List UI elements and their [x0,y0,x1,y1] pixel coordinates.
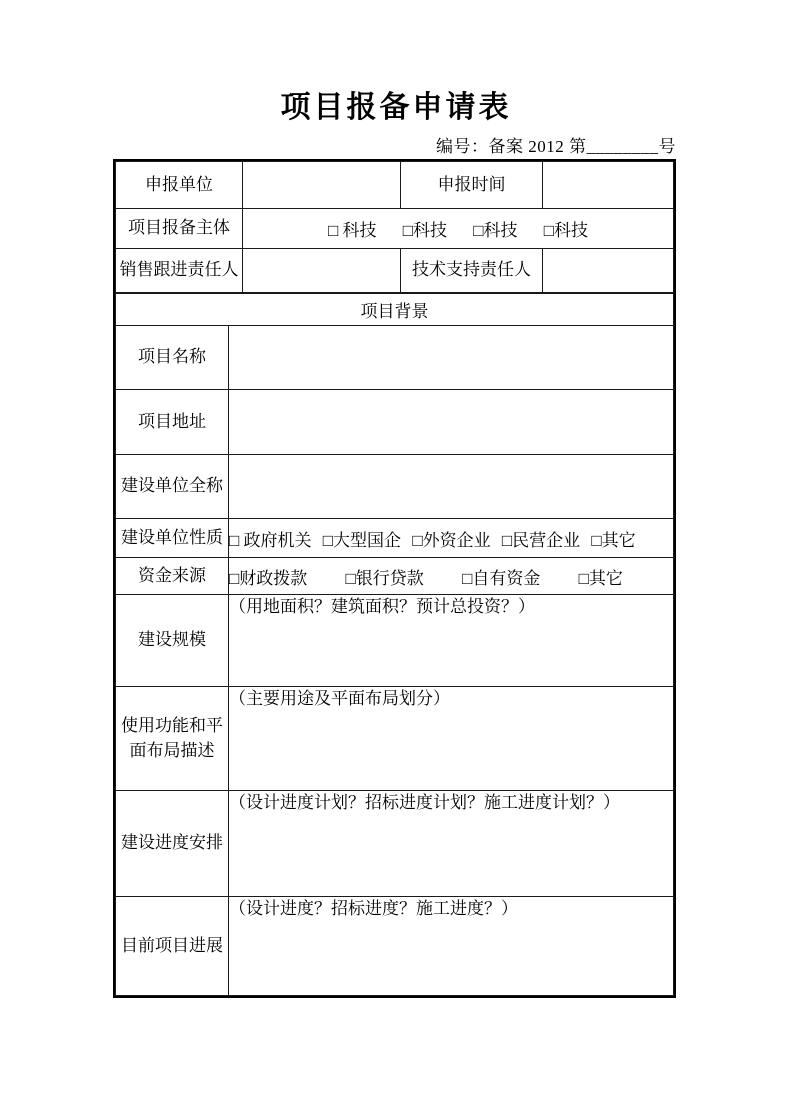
unit-type-option-state-enterprise[interactable]: □大型国企 [322,530,402,550]
declaring-unit-label: 申报单位 [116,162,243,209]
unit-type-option-other[interactable]: □其它 [591,530,636,550]
construction-unit-type-label: 建设单位性质 [116,519,229,558]
project-address-input[interactable] [229,390,674,455]
form-ref-no: 编号：备案 2012 第________号 [436,137,676,156]
declaring-unit-input[interactable] [243,162,401,209]
form-header-table [115,161,674,293]
table-row [116,390,674,455]
table-row [116,455,674,519]
construction-scale-label: 建设规模 [116,595,229,687]
usage-function-layout-input[interactable]: （主要用途及平面布局划分） [229,687,674,791]
unit-type-option-foreign-enterprise[interactable]: □外资企业 [412,530,491,550]
table-row [116,519,674,558]
table-row [116,897,674,996]
table-row [116,791,674,897]
table-row [116,326,674,390]
filing-entity-options-cell [243,209,674,249]
project-name-input[interactable] [229,326,674,390]
sales-follow-up-owner-input[interactable] [243,249,401,293]
project-background-table [115,293,674,996]
construction-unit-type-options-cell [229,519,674,558]
unit-type-option-government[interactable]: □ 政府机关 [229,530,312,550]
declaration-time-label: 申报时间 [401,162,543,209]
current-progress-input[interactable]: （设计进度？招标进度？施工进度？） [229,897,674,996]
table-row [116,209,674,249]
construction-schedule-input[interactable]: （设计进度计划？招标进度计划？施工进度计划？） [229,791,674,897]
project-background-header: 项目背景 [116,294,674,326]
sales-follow-up-owner-label: 销售跟进责任人 [116,249,243,293]
project-address-label: 项目地址 [116,390,229,455]
construction-unit-name-label: 建设单位全称 [116,455,229,519]
unit-type-option-private-enterprise[interactable]: □民营企业 [501,530,581,550]
filing-entity-label: 项目报备主体 [116,209,243,249]
form-title: 项目报备申请表 [280,91,512,124]
table-row [116,294,674,326]
tech-checkbox-option-1[interactable]: □ 科技 [327,221,377,240]
funding-source-options-cell [229,558,674,595]
tech-checkbox-option-4[interactable]: □科技 [543,221,589,240]
tech-checkbox-option-3[interactable]: □科技 [473,221,518,240]
construction-schedule-label: 建设进度安排 [116,791,229,897]
funding-option-fiscal[interactable]: □财政拨款 [229,568,308,588]
project-name-label: 项目名称 [116,326,229,390]
construction-scale-input[interactable]: （用地面积？建筑面积？预计总投资？） [229,595,674,687]
funding-option-bank-loan[interactable]: □银行贷款 [345,568,424,588]
table-row [116,162,674,209]
table-row [116,558,674,595]
construction-unit-name-input[interactable] [229,455,674,519]
funding-option-other[interactable]: □其它 [578,568,623,588]
funding-source-label: 资金来源 [116,558,229,595]
tech-checkbox-option-2[interactable]: □科技 [402,221,447,240]
table-row [116,595,674,687]
table-row [116,249,674,293]
application-form-table [113,159,676,998]
funding-option-own-funds[interactable]: □自有资金 [462,568,541,588]
tech-support-owner-input[interactable] [543,249,674,293]
current-progress-label: 目前项目进展 [116,897,229,996]
table-row [116,687,674,791]
declaration-time-input[interactable] [543,162,674,209]
tech-support-owner-label: 技术支持责任人 [401,249,543,293]
usage-function-layout-label: 使用功能和平面布局描述 [116,687,229,791]
